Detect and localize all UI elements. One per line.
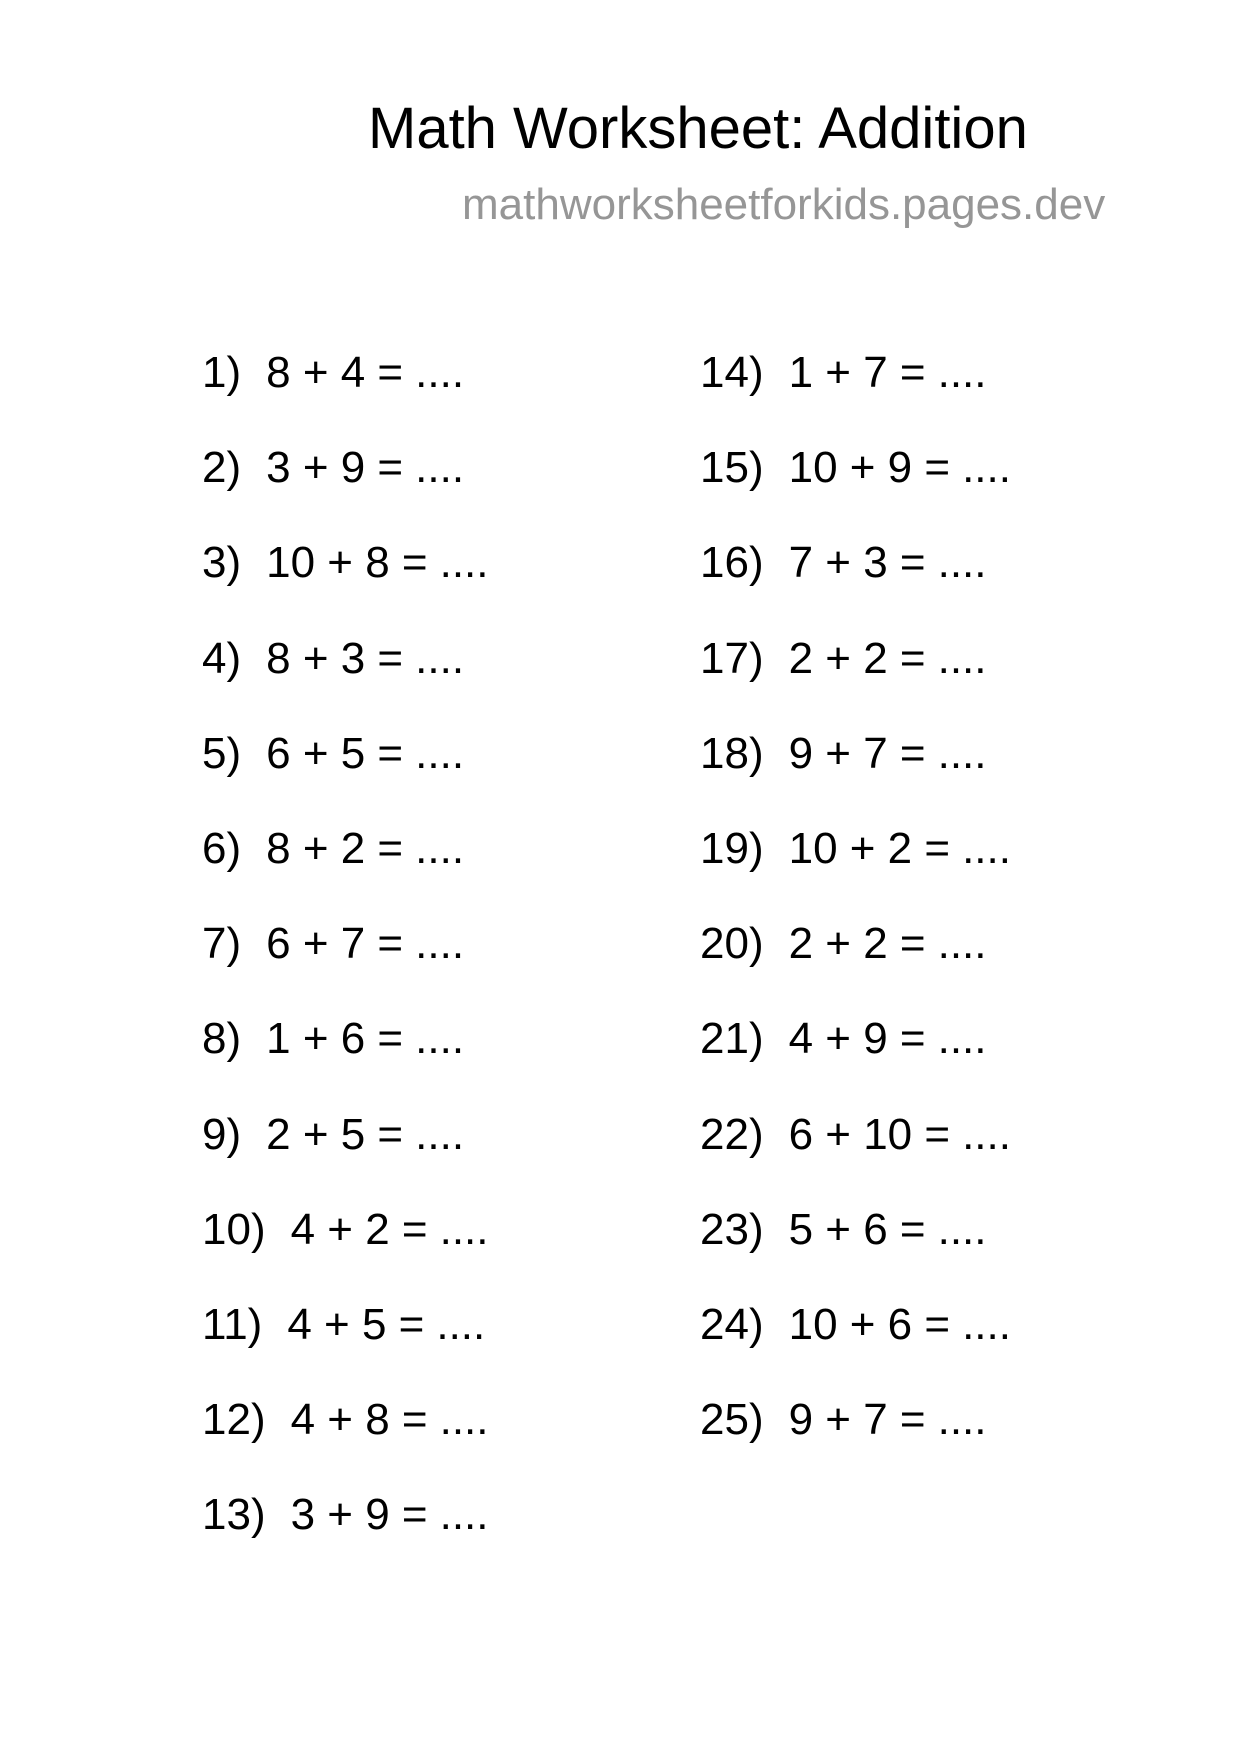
answer-blank: .... bbox=[937, 1204, 987, 1254]
answer-blank: .... bbox=[439, 538, 489, 588]
problem-number: 4) bbox=[202, 633, 242, 683]
answer-blank: .... bbox=[415, 348, 465, 397]
problem-row bbox=[202, 728, 489, 826]
problem-number: 19) bbox=[700, 823, 764, 873]
problem-row bbox=[202, 633, 489, 731]
problem-expression: 8 + 2 = bbox=[266, 823, 404, 873]
problem-number: 16) bbox=[700, 538, 764, 588]
problem-number: 13) bbox=[202, 1490, 266, 1540]
problem-expression: 8 + 4 = bbox=[266, 348, 404, 397]
problem-row bbox=[202, 1204, 489, 1302]
problem-row bbox=[700, 540, 1011, 635]
problem-number: 15) bbox=[700, 443, 764, 493]
problem-row bbox=[202, 1397, 489, 1492]
problem-number: 5) bbox=[202, 728, 242, 778]
answer-blank: .... bbox=[439, 1204, 489, 1254]
problem-number: 3) bbox=[202, 538, 242, 588]
problem-number: 14) bbox=[700, 348, 764, 397]
problem-number: 21) bbox=[700, 1014, 764, 1064]
problem-row bbox=[202, 1492, 489, 1587]
problem-number: 22) bbox=[700, 1109, 764, 1159]
problem-row bbox=[202, 823, 489, 921]
answer-blank: .... bbox=[937, 633, 987, 683]
problem-expression: 4 + 5 = bbox=[287, 1299, 425, 1349]
problem-row bbox=[202, 1016, 489, 1111]
problem-expression: 1 + 7 = bbox=[788, 348, 926, 397]
problem-expression: 6 + 5 = bbox=[266, 728, 404, 778]
answer-blank: .... bbox=[439, 1395, 489, 1445]
answer-blank: .... bbox=[415, 1109, 465, 1159]
problem-expression: 2 + 2 = bbox=[788, 919, 926, 969]
answer-blank: .... bbox=[937, 919, 987, 969]
problem-number: 1) bbox=[202, 348, 242, 397]
problem-expression: 10 + 8 = bbox=[266, 538, 428, 588]
problem-number: 11) bbox=[202, 1299, 263, 1349]
problem-row bbox=[700, 350, 1011, 445]
problem-row bbox=[202, 350, 489, 445]
problem-expression: 6 + 7 = bbox=[266, 919, 404, 969]
problem-row bbox=[700, 1109, 1011, 1207]
answer-blank: .... bbox=[415, 633, 465, 683]
problem-number: 9) bbox=[202, 1109, 242, 1159]
problem-expression: 7 + 3 = bbox=[788, 538, 926, 588]
problem-row bbox=[700, 1204, 1011, 1302]
problem-number: 7) bbox=[202, 919, 242, 969]
page-title: Math Worksheet: Addition bbox=[368, 96, 1028, 161]
answer-blank: .... bbox=[962, 1109, 1011, 1159]
problem-row bbox=[700, 1299, 1011, 1397]
problem-expression: 4 + 8 = bbox=[290, 1395, 428, 1445]
answer-blank: .... bbox=[415, 1014, 465, 1064]
problem-expression: 9 + 7 = bbox=[788, 1395, 926, 1445]
answer-blank: .... bbox=[937, 538, 987, 588]
problem-number: 17) bbox=[700, 633, 764, 683]
answer-blank: .... bbox=[415, 443, 465, 493]
problem-expression: 1 + 6 = bbox=[266, 1014, 404, 1064]
answer-blank: .... bbox=[439, 1490, 489, 1540]
problem-number: 18) bbox=[700, 728, 764, 778]
problems-column-right bbox=[700, 350, 1011, 1492]
problem-row bbox=[202, 540, 489, 635]
problem-row bbox=[700, 445, 1011, 540]
problem-expression: 10 + 6 = bbox=[788, 1299, 951, 1349]
answer-blank: .... bbox=[962, 823, 1011, 873]
problem-row bbox=[700, 728, 1011, 826]
problem-number: 10) bbox=[202, 1204, 266, 1254]
problem-row bbox=[700, 1016, 1011, 1111]
problem-expression: 3 + 9 = bbox=[266, 443, 404, 493]
problem-number: 25) bbox=[700, 1395, 764, 1445]
problem-row bbox=[700, 1397, 1011, 1492]
answer-blank: .... bbox=[937, 1395, 987, 1445]
problem-expression: 10 + 2 = bbox=[788, 823, 951, 873]
problem-expression: 6 + 10 = bbox=[788, 1109, 951, 1159]
problem-row bbox=[202, 1299, 489, 1397]
problem-expression: 9 + 7 = bbox=[788, 728, 926, 778]
answer-blank: .... bbox=[415, 728, 465, 778]
problem-number: 20) bbox=[700, 919, 764, 969]
answer-blank: .... bbox=[937, 1014, 987, 1064]
answer-blank: .... bbox=[962, 443, 1011, 493]
problem-number: 12) bbox=[202, 1395, 266, 1445]
problem-row bbox=[202, 921, 489, 1016]
problem-row bbox=[700, 823, 1011, 921]
problem-expression: 4 + 9 = bbox=[788, 1014, 926, 1064]
answer-blank: .... bbox=[436, 1299, 486, 1349]
site-url: mathworksheetforkids.pages.dev bbox=[462, 180, 1106, 229]
problem-expression: 3 + 9 = bbox=[290, 1490, 428, 1540]
problem-expression: 8 + 3 = bbox=[266, 633, 404, 683]
problem-expression: 2 + 5 = bbox=[266, 1109, 404, 1159]
problem-row bbox=[202, 1109, 489, 1207]
problem-number: 23) bbox=[700, 1204, 764, 1254]
problem-number: 6) bbox=[202, 823, 242, 873]
problems-column-left bbox=[202, 350, 489, 1587]
answer-blank: .... bbox=[962, 1299, 1011, 1349]
answer-blank: .... bbox=[415, 919, 465, 969]
problem-row bbox=[700, 921, 1011, 1016]
problem-expression: 4 + 2 = bbox=[290, 1204, 428, 1254]
answer-blank: .... bbox=[415, 823, 465, 873]
problem-number: 2) bbox=[202, 443, 242, 493]
problem-expression: 5 + 6 = bbox=[788, 1204, 926, 1254]
answer-blank: .... bbox=[937, 348, 987, 397]
problem-row bbox=[202, 445, 489, 540]
problem-row bbox=[700, 633, 1011, 731]
problem-number: 24) bbox=[700, 1299, 764, 1349]
problem-expression: 10 + 9 = bbox=[788, 443, 951, 493]
answer-blank: .... bbox=[937, 728, 987, 778]
problem-number: 8) bbox=[202, 1014, 242, 1064]
problem-expression: 2 + 2 = bbox=[788, 633, 926, 683]
